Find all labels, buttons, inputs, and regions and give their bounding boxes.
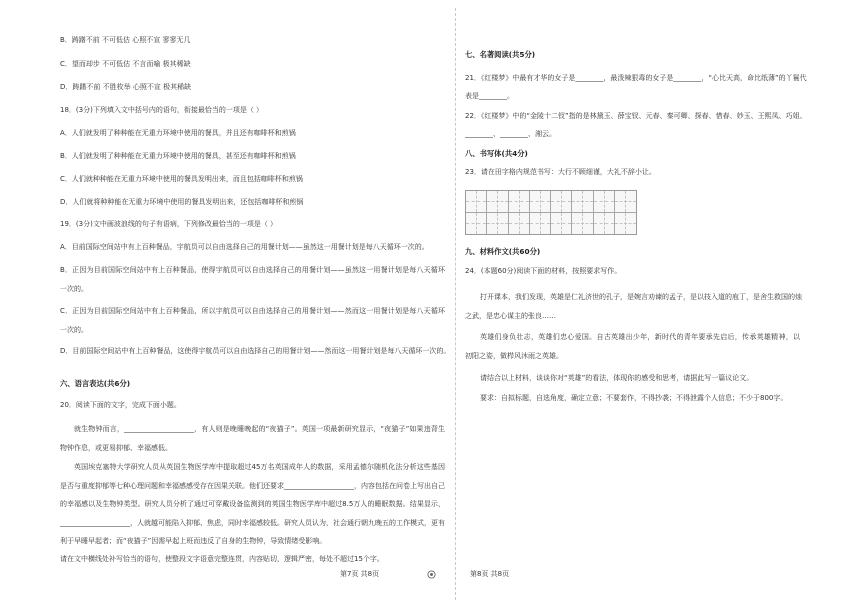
- page-divider: [455, 8, 456, 600]
- q20-stem: 20．阅读下面的文字，完成下面小题。: [60, 401, 181, 409]
- q18-option-a: A．人们就发明了种种能在无重力环境中使用的餐具，并且还有咖啡杯和煎锅: [60, 129, 296, 137]
- writing-grid-cell: [551, 213, 572, 235]
- writing-grid-cell: [487, 213, 508, 235]
- q17-option-d: D．踌躇不前 不胜枚举 心照不宣 极其稀缺: [60, 83, 192, 91]
- tianzige-writing-grid: [465, 190, 637, 235]
- q24-material-line: 打开课本，我们发现，英雄是仁礼济世的孔子，是婉言劝谏的孟子，是以技入道的庖丁，是舍生救国的烛: [480, 293, 802, 301]
- q20-passage-line: 英国埃克塞特大学研究人员从英国生物医学库中提取超过45万名英国成年人的数据，采用孟德尔随机化法分析这些基因: [74, 463, 445, 471]
- q18-stem: 18．(3分)下列填入文中括号内的语句，衔接最恰当的一项是（ ）: [60, 106, 264, 114]
- writing-grid-cell: [615, 191, 636, 213]
- q19-option-b: B．正因为目前国际空间站中有上百种餐品，使得宇航员可以自由选择自己的用餐计划——虽然这一用餐计划是每八天循环: [60, 266, 445, 274]
- q18-option-d: D．人们就将种种能在无重力环境中使用的餐具发明出来，还包括咖啡杯和煎锅: [60, 198, 304, 206]
- page-number-right: 第8页 共8页: [470, 570, 510, 578]
- writing-grid-cell: [594, 213, 615, 235]
- section-6-heading: 六、语言表达(共6分): [60, 379, 131, 388]
- q24-material-line: 之武，是忠心谋主的张良……: [465, 312, 556, 320]
- q18-option-b: B．人们就发明了种种能在无重力环境中使用的餐具，甚至还有咖啡杯和煎锅: [60, 152, 296, 160]
- q19-option-b-continued: 一次的。: [60, 285, 88, 293]
- writing-grid-cell: [551, 191, 572, 213]
- writing-grid-cell: [466, 191, 487, 213]
- q20-passage-line: 利于早睡早起者；而“夜猫子”因需早起上班而违反了自身的生物钟，导致情绪受影响。: [60, 537, 327, 545]
- q24-material-line: 初阳之姿，做栉风沐雨之英雄。: [465, 352, 563, 360]
- q21-line: 21．《红楼梦》中最有才华的女子是________，最泼辣狠毒的女子是________，“心比天高，命比纸薄”的丫鬟代: [465, 74, 807, 82]
- writing-grid-cell: [594, 191, 615, 213]
- writing-grid-cell: [530, 213, 551, 235]
- q20-passage-line: 物钟作息，或更易抑郁、幸福感低。: [60, 444, 172, 452]
- q24-stem: 24．(本题60分)阅读下面的材料，按照要求写作。: [465, 267, 622, 275]
- q24-requirements: 要求：自拟标题，自选角度，确定立意；不要套作，不得抄袭；不得泄露个人信息；不少于800字。: [480, 394, 788, 402]
- registration-circle-icon: [427, 570, 436, 579]
- q22-line: 22．《红楼梦》中的“金陵十二钗”指的是林黛玉、薛宝钗、元春、秦可卿、探春、惜春、妙玉、王熙凤、巧姐、: [465, 112, 807, 120]
- q19-option-c-continued: 一次的。: [60, 326, 88, 334]
- q20-passage-line: ____________________，人就越可能陷入抑郁、焦虑，同时幸福感较低。研究人员认为，社会通行朝九晚五的工作模式，更有: [60, 519, 445, 527]
- section-9-heading: 九、材料作文(共60分): [465, 247, 541, 256]
- q20-passage-line: 是否与重度抑郁等七种心理问题和幸福感感受存在因果关联。他们还要求____________________，内容包括在问卷上写出自己: [60, 482, 445, 490]
- q20-instruction: 请在文中横线处补写恰当的语句，使整段文字语意完整连贯，内容贴切，逻辑严密，每处不超过15个字。: [60, 555, 384, 563]
- q21-line-continued: 表是________。: [465, 92, 514, 100]
- section-7-heading: 七、名著阅读(共5分): [465, 50, 536, 59]
- q17-option-b: B．踌躇不前 不可低估 心照不宣 寥寥无几: [60, 36, 191, 44]
- q19-stem: 19．(3分)文中画波浪线的句子有语病，下列修改最恰当的一项是（ ）: [60, 220, 278, 228]
- writing-grid-cell: [572, 213, 593, 235]
- q22-line-continued: ________、________、湘云。: [465, 130, 556, 138]
- page-number-left: 第7页 共8页: [340, 570, 380, 578]
- page-8: [458, 0, 860, 608]
- q18-option-c: C．人们就种种能在无重力环境中使用的餐具发明出来，而且包括咖啡杯和煎锅: [60, 175, 303, 183]
- q19-option-a: A．目前国际空间站中有上百种餐品，宇航员可以自由选择自己的用餐计划——虽然这一用餐计划是每八天循环一次的。: [60, 243, 429, 251]
- writing-grid-cell: [530, 191, 551, 213]
- writing-grid-cell: [487, 191, 508, 213]
- writing-grid-cell: [572, 191, 593, 213]
- section-8-heading: 八、书写体(共4分): [465, 149, 528, 158]
- writing-grid-cell: [509, 191, 530, 213]
- q20-passage-line: 就生物钟而言，____________________，有人则是晚睡晚起的“夜猫子”。英国一项最新研究显示，“夜猫子”如果违背生: [74, 425, 445, 433]
- q17-option-c: C．望而却步 不可低估 不言而喻 极其稀缺: [60, 60, 191, 68]
- writing-grid-cell: [615, 213, 636, 235]
- q24-material-line: 英雄们身负壮志，英雄们忠心爱国。自古英雄出少年，新时代的青年要承先启后，传承英雄精神，以: [480, 333, 800, 341]
- q24-task: 请结合以上材料，谈谈你对“英雄”的看法，体现你的感受和思考，请据此写一篇议论文。: [480, 374, 754, 382]
- writing-grid-cell: [509, 213, 530, 235]
- writing-grid-cell: [466, 213, 487, 235]
- q23-stem: 23．请在田字格内规范书写：大行不顾细谨，大礼不辞小让。: [465, 168, 656, 176]
- q20-passage-line: 的幸福感以及生物钟类型。研究人员分析了通过可穿戴设备监测到的英国生物医学库中超过8.5万人的睡眠数据。结果显示，: [60, 500, 445, 508]
- q19-option-c: C．正因为目前国际空间站中有上百种餐品，所以宇航员可以自由选择自己的用餐计划——然而这一用餐计划是每八天循环: [60, 307, 445, 315]
- q19-option-d: D．目前国际空间站中有上百种餐品，这使得宇航员可以自由选择自己的用餐计划——然而这一用餐计划是每八天循环一次的。: [60, 347, 451, 355]
